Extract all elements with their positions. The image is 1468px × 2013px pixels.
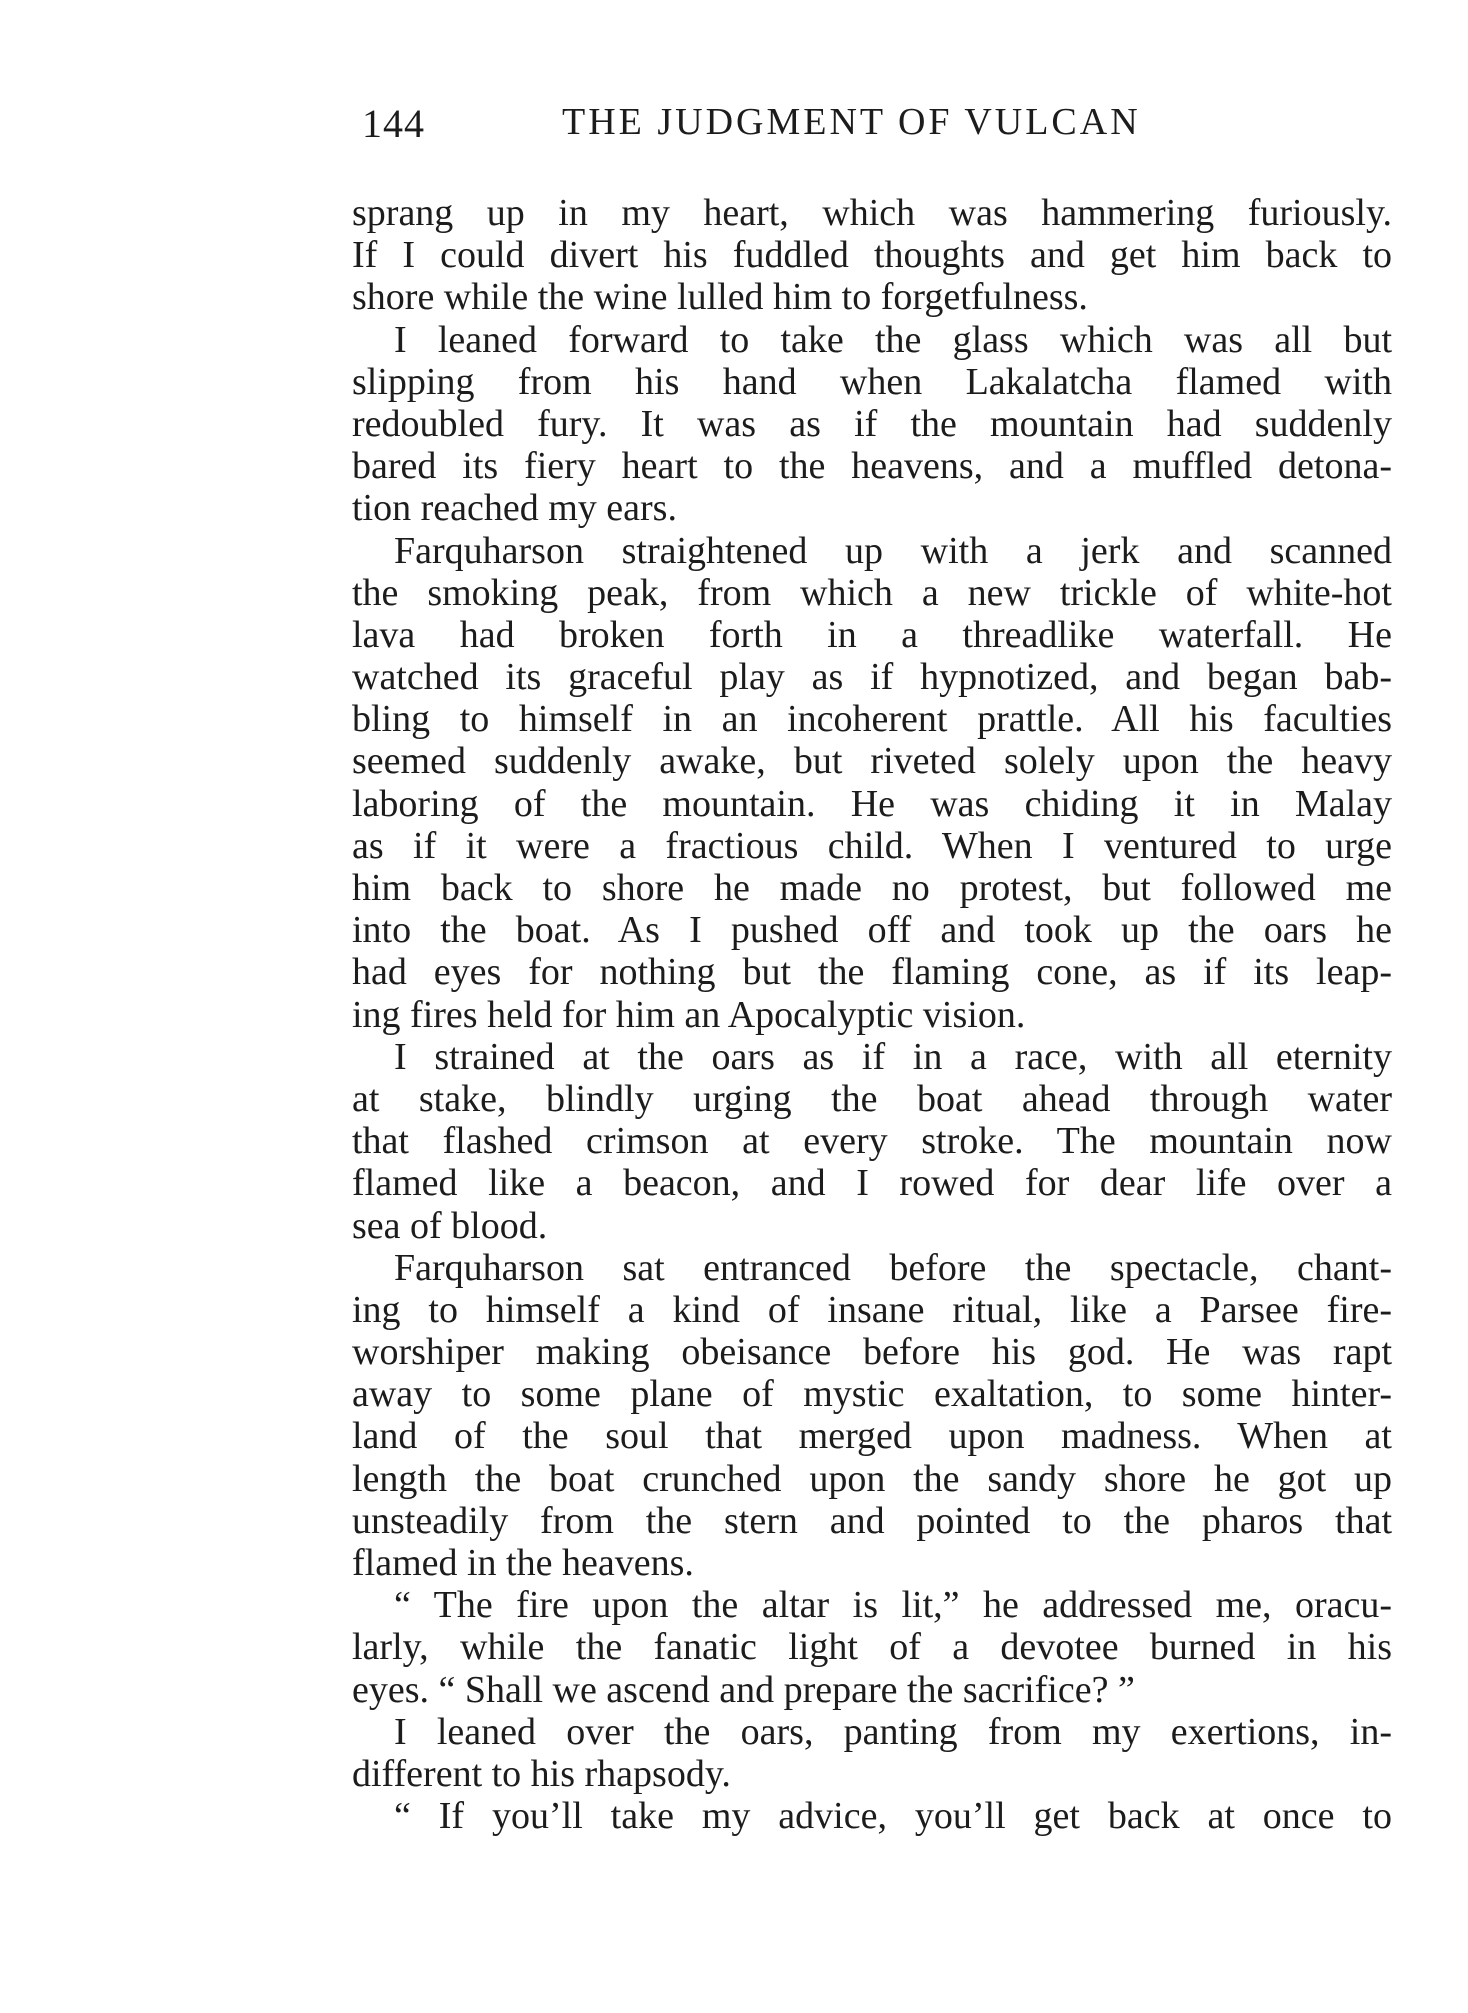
text-line: ing to himself a kind of insane ritual, like a Parsee fire- [352, 1288, 1392, 1331]
text-line: bling to himself in an incoherent prattle. All his faculties [352, 698, 1392, 741]
text-line: seemed suddenly awake, but riveted solely upon the heavy [352, 740, 1392, 783]
running-title: THE JUDGMENT OF VULCAN [562, 101, 1141, 143]
text-line: into the boat. As I pushed off and took up the oars he [352, 909, 1392, 952]
text-line: as if it were a fractious child. When I ventured to urge [352, 824, 1392, 867]
text-line: different to his rhapsody. [352, 1752, 731, 1795]
text-line: Farquharson straightened up with a jerk and scanned [394, 529, 1392, 572]
text-line: redoubled fury. It was as if the mountain had suddenly [352, 402, 1392, 445]
text-line: I leaned forward to take the glass which was all but [394, 318, 1392, 361]
text-line: shore while the wine lulled him to forgetfulness. [352, 276, 1088, 319]
text-line: “ If you’ll take my advice, you’ll get back at once to [394, 1795, 1392, 1838]
text-line: bared its fiery heart to the heavens, and a muffled detona- [352, 445, 1392, 488]
running-head [362, 100, 1208, 160]
text-line: I leaned over the oars, panting from my exertions, in- [394, 1710, 1392, 1753]
page-number: 144 [362, 101, 425, 146]
text-line: sprang up in my heart, which was hammering furiously. [352, 192, 1392, 234]
text-line: Farquharson sat entranced before the spectacle, chant- [394, 1246, 1392, 1289]
text-line: ing fires held for him an Apocalyptic vision. [352, 993, 1026, 1036]
text-line: the smoking peak, from which a new trickle of white-hot [352, 571, 1392, 614]
text-line: slipping from his hand when Lakalatcha flamed with [352, 360, 1392, 403]
text-line: that flashed crimson at every stroke. The mountain now [352, 1120, 1392, 1163]
text-line: eyes. “ Shall we ascend and prepare the sacrifice? ” [352, 1668, 1135, 1711]
text-line: length the boat crunched upon the sandy shore he got up [352, 1457, 1392, 1500]
text-line: larly, while the fanatic light of a devotee burned in his [352, 1626, 1392, 1669]
body-text [352, 192, 1392, 1837]
text-line: had eyes for nothing but the flaming cone, as if its leap- [352, 951, 1392, 994]
text-line: lava had broken forth in a threadlike waterfall. He [352, 613, 1392, 656]
text-line: away to some plane of mystic exaltation, to some hinter- [352, 1373, 1392, 1416]
text-line: him back to shore he made no protest, but followed me [352, 867, 1392, 909]
text-line: land of the soul that merged upon madness. When at [352, 1415, 1392, 1458]
text-line: unsteadily from the stern and pointed to the pharos that [352, 1499, 1392, 1542]
text-line: I strained at the oars as if in a race, with all eternity [394, 1035, 1392, 1078]
text-line: “ The fire upon the altar is lit,” he addressed me, oracu- [394, 1584, 1392, 1627]
text-line: tion reached my ears. [352, 487, 677, 530]
text-line: watched its graceful play as if hypnotized, and began bab- [352, 656, 1392, 699]
text-line: sea of blood. [352, 1204, 548, 1247]
text-line: flamed like a beacon, and I rowed for dear life over a [352, 1162, 1392, 1205]
text-line: If I could divert his fuddled thoughts and get him back to [352, 234, 1392, 277]
text-line: worshiper making obeisance before his god. He was rapt [352, 1331, 1392, 1374]
text-line: laboring of the mountain. He was chiding it in Malay [352, 782, 1392, 825]
text-line: at stake, blindly urging the boat ahead through water [352, 1077, 1392, 1120]
text-line: flamed in the heavens. [352, 1542, 694, 1584]
